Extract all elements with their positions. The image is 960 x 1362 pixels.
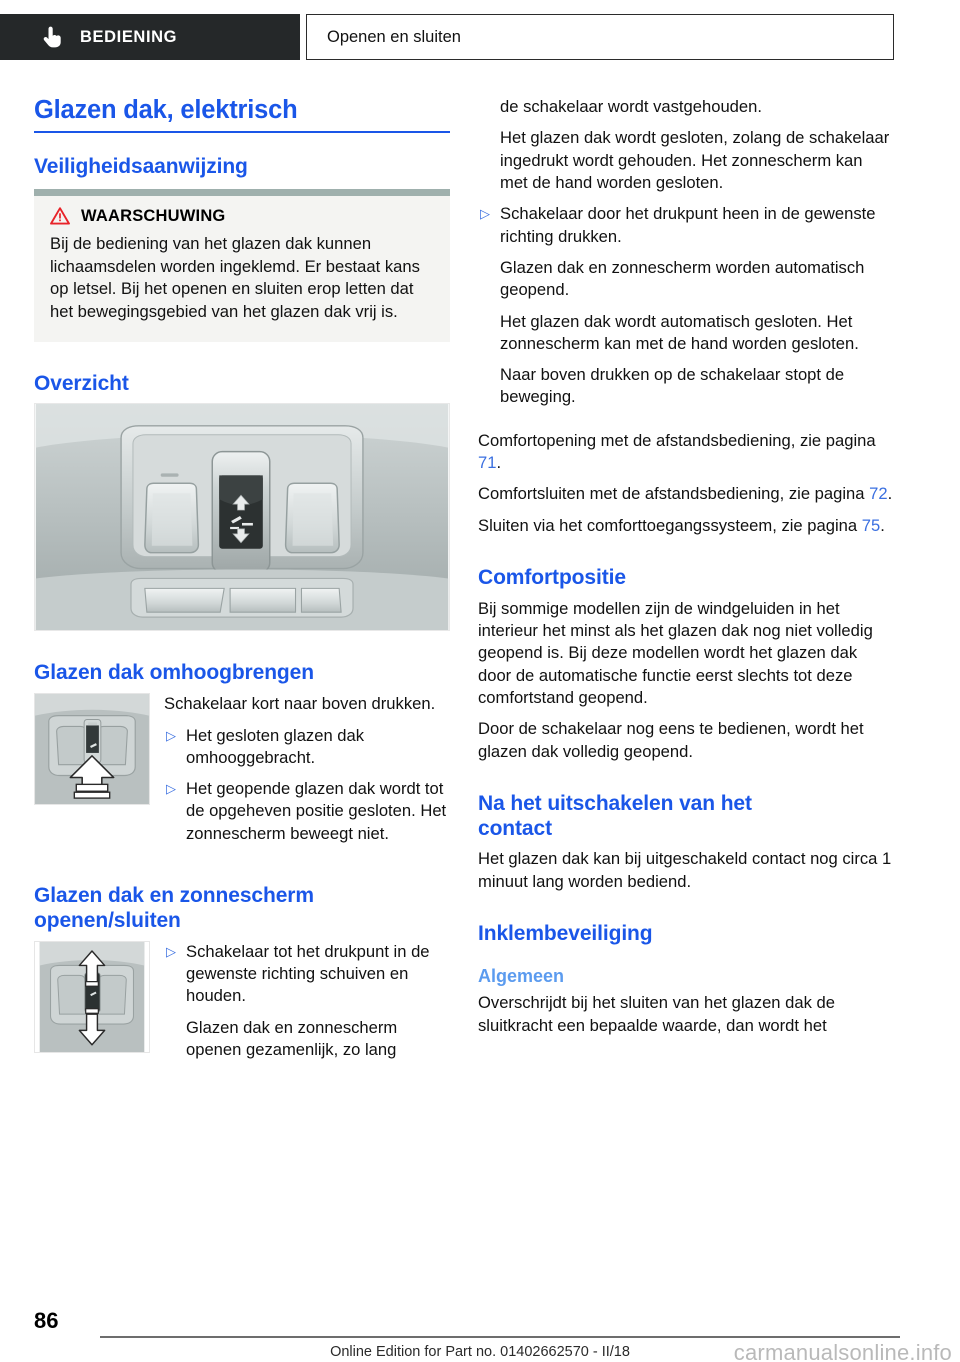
overhead-console-figure	[34, 403, 450, 631]
heading-na-uitschakelen-contact	[478, 792, 894, 842]
cross-reference-2	[478, 483, 894, 505]
after-bullet-paragraph-3: Naar boven drukken op de schakelaar stopt de beweging.	[500, 365, 845, 407]
cross-reference-1-text: Comfortopening met de afstandsbediening, zie pagina	[478, 430, 876, 450]
footer-divider	[100, 1336, 900, 1338]
heading-veiligheidsaanwijzing: Veiligheidsaanwijzing	[34, 155, 248, 179]
comfort-paragraph-2: Door de schakelaar nog eens te bedienen, wordt het glazen dak volledig geopend.	[478, 719, 864, 761]
bullet-triangle-icon: ▷	[166, 781, 176, 797]
heading-openen-sluiten-line2: openen/sluiten	[34, 908, 181, 932]
warning-box	[34, 189, 450, 342]
cross-reference-3-suffix: .	[880, 515, 885, 535]
heading-comfortpositie: Comfortpositie	[478, 566, 626, 589]
right-column	[478, 96, 894, 1037]
ignition-off-paragraph: Het glazen dak kan bij uitgeschakeld contact nog circa 1 minuut lang worden bediend.	[478, 849, 892, 891]
heading-glazen-dak-omhoogbrengen: Glazen dak omhoogbrengen	[34, 661, 314, 685]
warning-box-top-bar	[34, 189, 450, 196]
watermark: carmanualsonline.info	[733, 1340, 952, 1362]
bullet-triangle-icon: ▷	[166, 943, 176, 959]
page-footer	[0, 1288, 960, 1362]
page-reference-link[interactable]: 71	[478, 453, 497, 473]
bullet-triangle-icon: ▷	[166, 727, 176, 743]
heading-overzicht: Overzicht	[34, 371, 129, 395]
list-item	[164, 725, 450, 770]
page-reference-link[interactable]: 72	[869, 484, 888, 504]
continued-paragraph-1: de schakelaar wordt vastgehouden.	[500, 97, 762, 116]
list-item	[478, 203, 894, 248]
after-bullet-paragraph-1: Glazen dak en zonnescherm worden automatisch geopend.	[500, 257, 865, 300]
list-item-text: Het geopende glazen dak wordt tot de opgeheven positie gesloten. Het zonnescherm beweegt niet.	[186, 779, 447, 843]
bullet-triangle-icon: ▷	[480, 206, 490, 222]
switch-slide-up-down-figure	[34, 941, 150, 1053]
continued-paragraph-2: Het glazen dak wordt gesloten, zolang de schakelaar ingedrukt wordt gehouden. Het zonnescherm kan met de hand worden gesloten.	[500, 128, 890, 192]
heading-contact-line2: contact	[478, 816, 552, 840]
cross-reference-2-text: Comfortsluiten met de afstandsbediening, zie pagina	[478, 484, 870, 504]
cross-reference-2-suffix: .	[887, 484, 893, 504]
cross-reference-3-text: Sluiten via het comforttoegangssysteem, zie pagina	[478, 515, 862, 535]
cross-reference-1	[478, 430, 894, 475]
cross-reference-3	[478, 515, 894, 537]
switch-press-up-figure	[34, 693, 150, 805]
warning-title: WAARSCHUWING	[81, 206, 226, 225]
open-close-figure-row	[34, 941, 450, 1062]
subheading-algemeen: Algemeen	[478, 965, 565, 986]
pinch-protection-paragraph: Overschrijdt bij het sluiten van het glazen dak de sluitkracht een bepaalde waarde, dan wordt het	[478, 993, 835, 1035]
page-reference-link[interactable]: 75	[861, 515, 881, 535]
chapter-tab[interactable]	[306, 14, 894, 60]
heading-openen-sluiten	[34, 884, 450, 934]
pointing-hand-icon	[42, 26, 62, 48]
warning-triangle-icon	[50, 207, 70, 225]
cross-reference-1-suffix: .	[496, 453, 502, 473]
raise-bullet-list	[164, 725, 450, 846]
left-column	[34, 96, 450, 1061]
list-item-text: Schakelaar tot het drukpunt in de gewenste richting schuiven en houden.	[186, 941, 430, 1006]
chapter-tab-label: Openen en sluiten	[327, 27, 461, 46]
open-close-sub-paragraph: Glazen dak en zonnescherm openen gezamenlijk, zo lang	[186, 1017, 398, 1059]
raise-intro-text: Schakelaar kort naar boven drukken.	[164, 694, 436, 714]
warning-text: Bij de bediening van het glazen dak kunnen lichaamsdelen worden ingeklemd. Er bestaat kans op letsel. Bij het openen en sluiten erop letten dat het bewegingsgebied van het glazen dak vrij is.	[50, 233, 420, 321]
heading-openen-sluiten-line1: Glazen dak en zonnescherm	[34, 884, 314, 908]
list-item	[164, 778, 450, 845]
open-close-bullet-list	[164, 941, 450, 1008]
list-item-text: Schakelaar door het drukpunt heen in de gewenste richting drukken.	[500, 204, 876, 246]
section-tab-bediening[interactable]	[0, 14, 300, 60]
list-item-text: Het gesloten glazen dak omhooggebracht.	[186, 725, 365, 767]
section-tab-label: BEDIENING	[80, 27, 178, 46]
after-bullet-paragraph-2: Het glazen dak wordt automatisch gesloten. Het zonnescherm kan met de hand worden gesloten.	[500, 311, 859, 353]
comfort-paragraph-1: Bij sommige modellen zijn de windgeluiden in het interieur het minst als het glazen dak nog niet volledig geopend is. Bij deze modellen wordt het glazen dak door de automatische functie eerst slechts tot deze comfortstand geopend.	[478, 598, 873, 708]
page-header	[0, 14, 960, 60]
raise-figure-row	[34, 693, 450, 854]
heading-inklembeveiliging: Inklembeveiliging	[478, 922, 653, 946]
page-title: Glazen dak, elektrisch	[34, 96, 450, 133]
heading-contact-line1: Na het uitschakelen van het	[478, 791, 752, 815]
edition-note: Online Edition for Part no. 01402662570 - II/18	[330, 1344, 630, 1360]
list-item	[164, 941, 450, 1008]
page-number: 86	[34, 1308, 59, 1333]
